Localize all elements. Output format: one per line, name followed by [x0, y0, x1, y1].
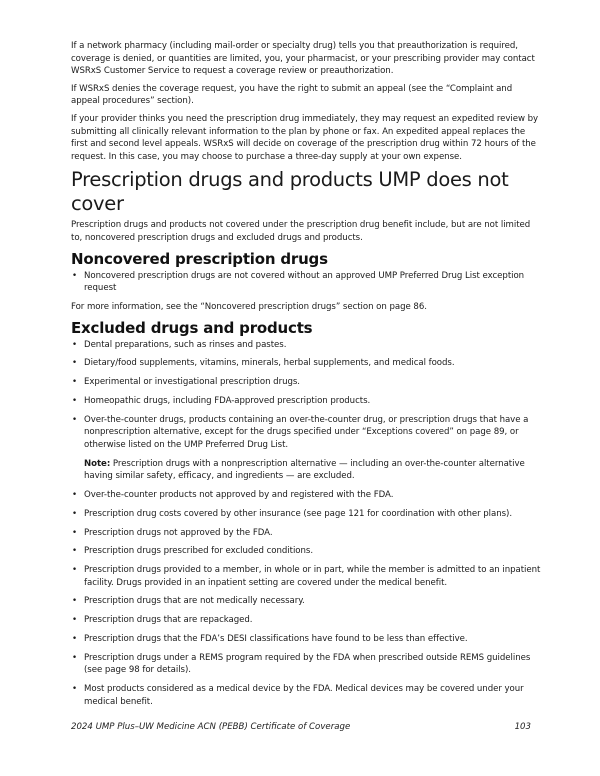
bullet-icon: •	[72, 414, 78, 425]
noncovered-more-info: For more information, see the “Noncovered prescription drugs” section on page 86.	[71, 301, 427, 312]
bullet-icon: •	[72, 358, 78, 369]
bullet-icon: •	[72, 615, 78, 626]
footer-title: 2024 UMP Plus–UW Medicine ACN (PEBB) Certificate of Coverage	[71, 722, 351, 732]
list-item: • Prescription drugs provided to a member, in whole or in part, while the member is admitted to an inpatient facility. Drugs provided in an inpatient setting are covered under the medical benefit.	[72, 565, 541, 588]
list-item: • Homeopathic drugs, including FDA-approved prescription products.	[72, 395, 371, 406]
list-item: • Dental preparations, such as rinses and pastes.	[72, 339, 287, 350]
noncovered-list	[71, 270, 541, 295]
list-item: • Over-the-counter products not approved by and registered with the FDA.	[72, 489, 394, 500]
section-title: Prescription drugs and products UMP does not cover	[71, 168, 509, 216]
bullet-icon: •	[72, 546, 78, 557]
excluded-list-a	[71, 339, 541, 452]
list-item: • Prescription drugs under a REMS program required by the FDA when prescribed outside REMS guidelines (see page 98 for details).	[72, 652, 531, 676]
bullet-icon: •	[72, 527, 78, 538]
bullet-icon: •	[72, 508, 78, 519]
paragraph-preauthorization: If a network pharmacy (including mail-order or specialty drug) tells you that preauthorization is required, coverage is denied, or quantities are limited, you, your pharmacist, or your prescribing provider may contact WSRxS Customer Service to request a coverage review or preauthorization.	[71, 41, 535, 77]
list-item: • Prescription drug costs covered by other insurance (see page 121 for coordination with other plans).	[72, 508, 513, 519]
list-item: • Prescription drugs that the FDA’s DESI classifications have found to be less than effective.	[72, 634, 468, 645]
bullet-icon: •	[72, 270, 78, 281]
page-footer	[71, 722, 531, 732]
list-item: • Experimental or investigational prescription drugs.	[72, 377, 300, 388]
section-intro: Prescription drugs and products not covered under the prescription drug benefit include, but are not limited to, noncovered prescription drugs and excluded drugs and products.	[71, 220, 531, 243]
note-text: Prescription drugs with a nonprescription alternative — including an over-the-counter alternative having similar safety, efficacy, and ingredients — are excluded.	[84, 458, 525, 482]
list-item: • Most products considered as a medical device by the FDA. Medical devices may be covered under your medical benefit.	[72, 684, 524, 707]
list-item: • Dietary/food supplements, vitamins, minerals, herbal supplements, and medical foods.	[72, 358, 455, 369]
list-item: • Prescription drugs that are not medically necessary.	[72, 596, 305, 607]
excluded-heading: Excluded drugs and products	[71, 318, 313, 337]
paragraph-appeal: If WSRxS denies the coverage request, you have the right to submit an appeal (see the “Complaint and appeal procedures” section).	[71, 83, 513, 107]
paragraph-expedited-review: If your provider thinks you need the prescription drug immediately, they may request an expedited review by submitting all clinically relevant information to the plan by phone or fax. An expedited appeal replaces the first and second level appeals. WSRxS will decide on coverage of the prescription drug within 72 hours of the request. In this case, you may choose to purchase a three-day supply at your own expense.	[71, 113, 539, 162]
list-item: • Prescription drugs prescribed for excluded conditions.	[72, 546, 314, 557]
note-label: Note:	[84, 458, 111, 469]
bullet-icon: •	[72, 596, 78, 607]
noncovered-heading: Noncovered prescription drugs	[71, 249, 328, 268]
page-number: 103	[514, 722, 531, 732]
list-item: • Over-the-counter drugs, products containing an over-the-counter drug, or prescription drugs that have a nonprescription alternative, except for the drugs specified under “Exceptions covered” on page 89, or otherwise listed on the UMP Preferred Drug List.	[72, 414, 529, 450]
bullet-icon: •	[72, 684, 78, 695]
bullet-icon: •	[72, 565, 78, 576]
list-item: • Noncovered prescription drugs are not covered without an approved UMP Preferred Drug List exception request	[72, 270, 525, 294]
bullet-icon: •	[72, 377, 78, 388]
bullet-icon: •	[72, 339, 78, 350]
list-item: • Prescription drugs that are repackaged.	[72, 615, 253, 626]
excluded-note	[71, 458, 541, 483]
bullet-icon: •	[72, 489, 78, 500]
document-page	[71, 40, 541, 715]
bullet-icon: •	[72, 634, 78, 645]
bullet-icon: •	[72, 395, 78, 406]
excluded-list-b	[71, 489, 541, 708]
bullet-icon: •	[72, 652, 78, 663]
list-item: • Prescription drugs not approved by the FDA.	[72, 527, 273, 538]
